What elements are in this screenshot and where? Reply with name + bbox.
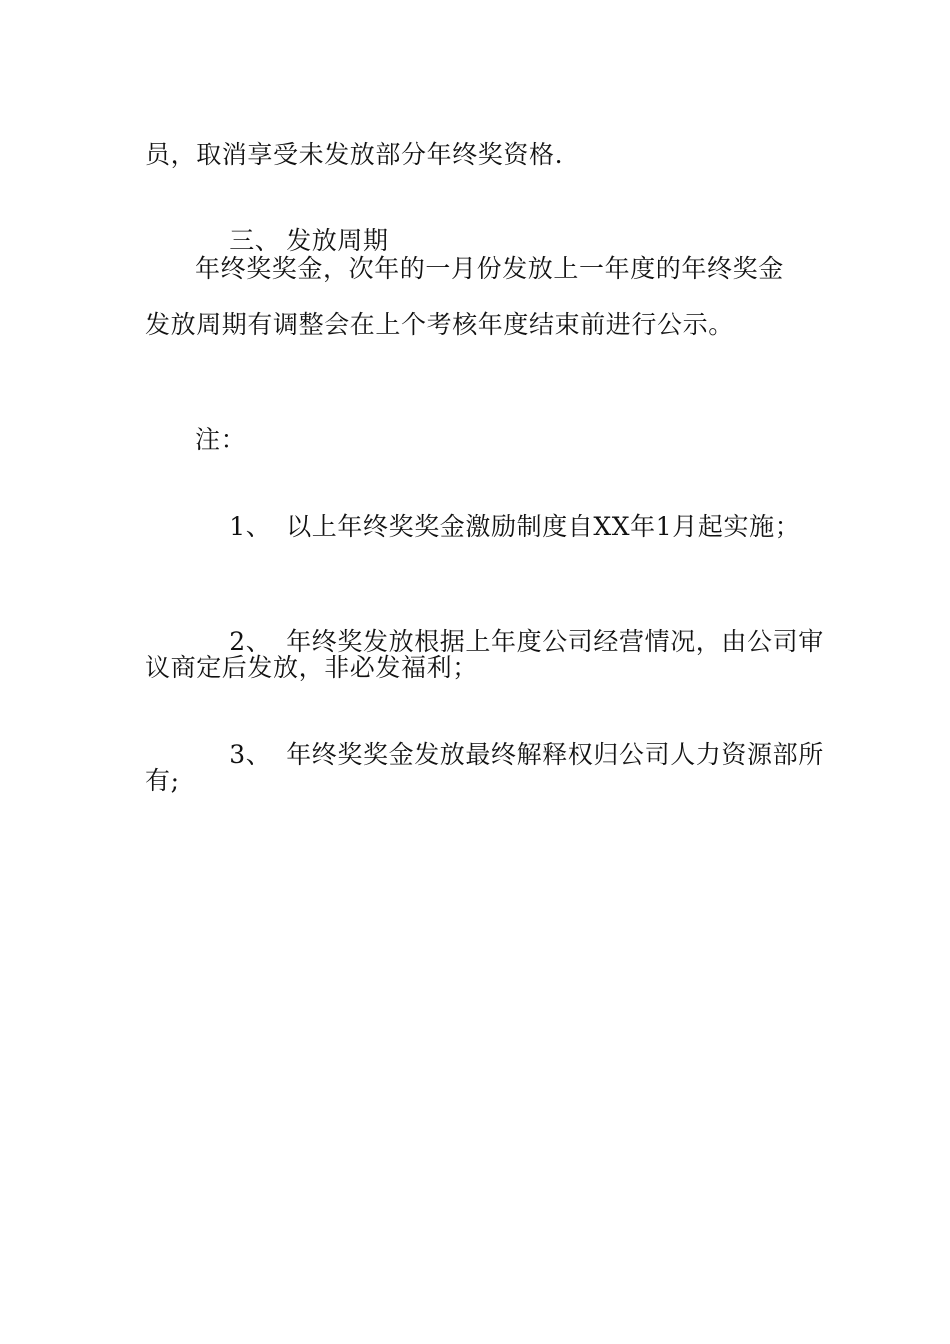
note-number: 2、	[229, 627, 272, 656]
section-number: 三、	[229, 226, 281, 255]
section-title: 发放周期	[286, 226, 389, 255]
note-text: 年终奖奖金发放最终解释权归公司人力资源部所	[286, 740, 824, 769]
note-item-3	[195, 710, 824, 800]
note-number: 3、	[229, 740, 272, 769]
notes-heading: 注：	[195, 425, 247, 454]
note-text: 年终奖发放根据上年度公司经营情况，由公司审	[286, 627, 824, 656]
paragraph-line-2: 发放周期有调整会在上个考核年度结束前进行公示。	[145, 310, 734, 339]
note-item-3-continuation: 有;	[145, 766, 180, 795]
note-text: 以上年终奖奖金激励制度自XX年1月起实施；	[286, 512, 801, 541]
note-item-2-continuation: 议商定后发放，非必发福利；	[145, 653, 478, 682]
paragraph-line-1: 年终奖奖金，次年的一月份发放上一年度的年终奖金	[195, 254, 784, 283]
note-number: 1、	[229, 512, 272, 541]
note-item-1	[195, 482, 800, 572]
continuation-line: 员，取消享受未发放部分年终奖资格.	[145, 140, 564, 169]
